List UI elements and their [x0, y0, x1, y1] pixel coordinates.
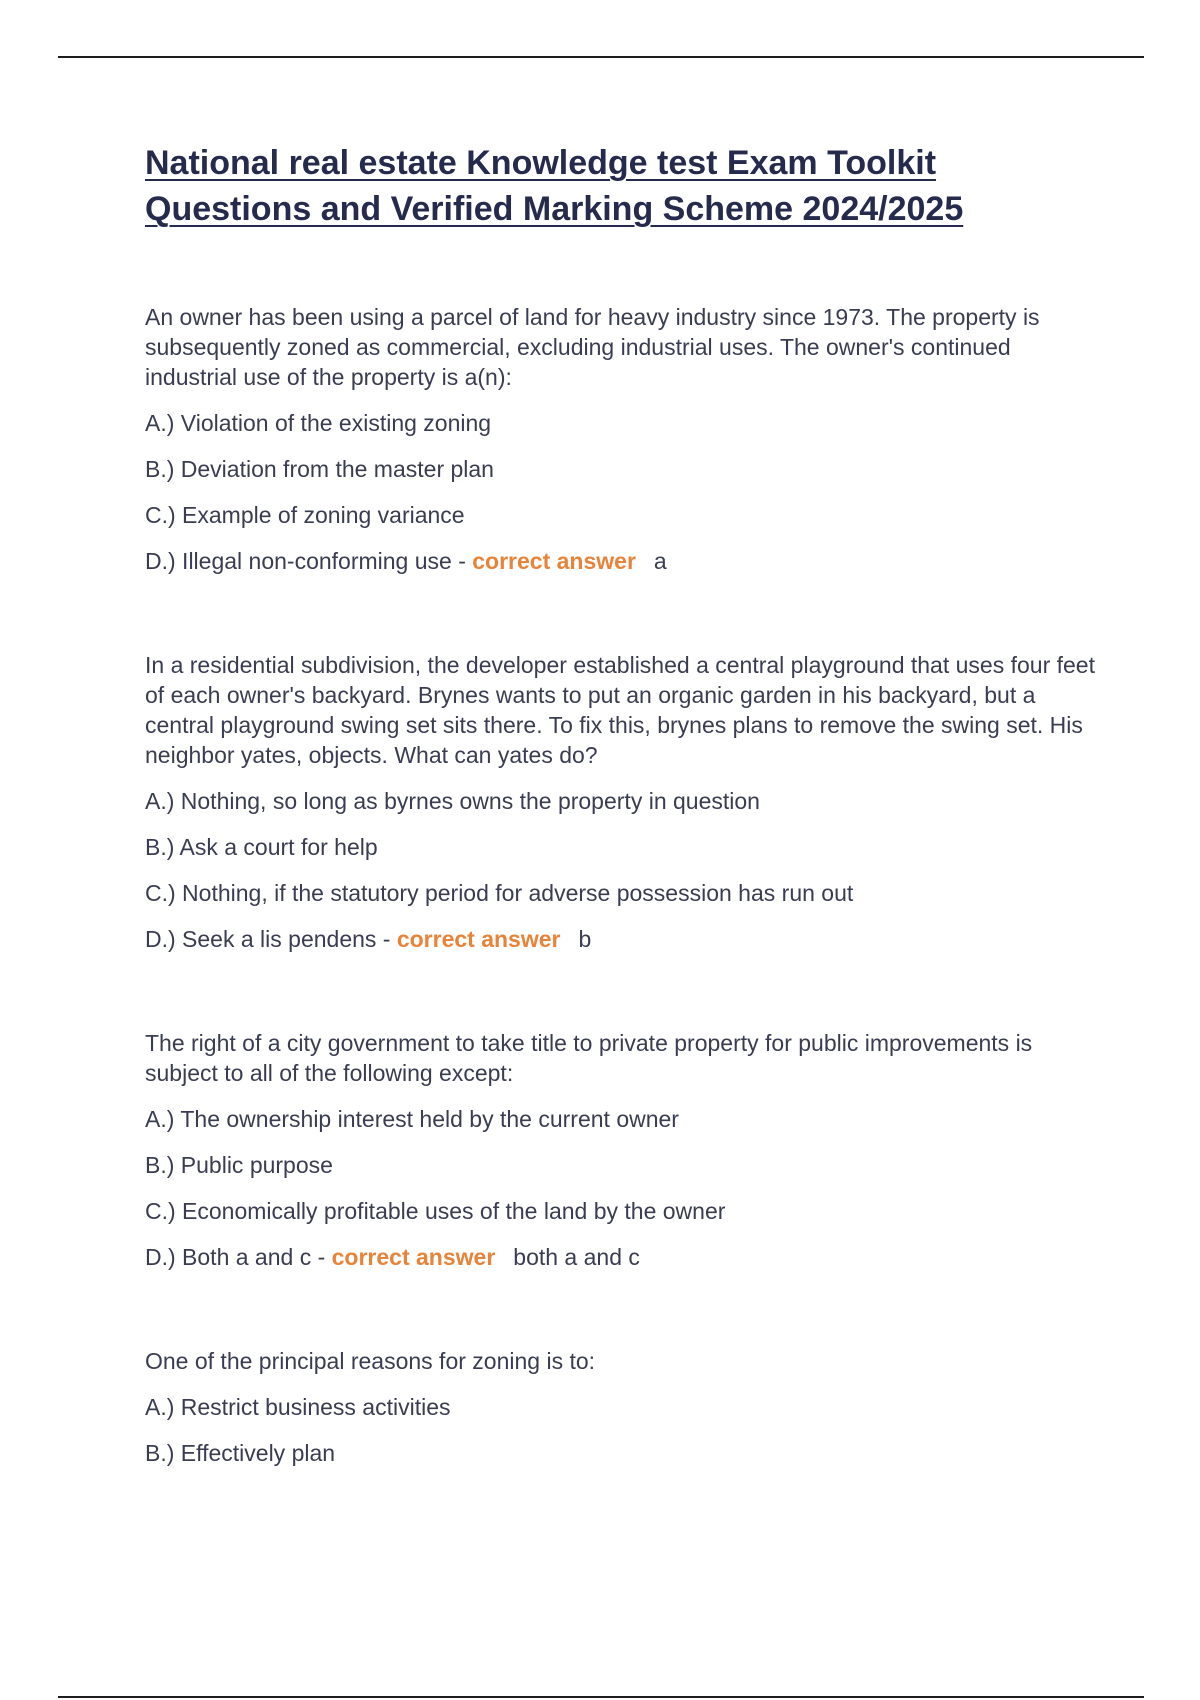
- top-rule: [58, 56, 1144, 58]
- option-a: A.) Restrict business activities: [145, 1394, 451, 1420]
- correct-answer-label: correct answer: [472, 548, 636, 574]
- document-title: [145, 140, 1105, 232]
- option-c: C.) Nothing, if the statutory period for adverse possession has run out: [145, 880, 854, 906]
- option-d: [145, 924, 1105, 970]
- option-a: A.) Nothing, so long as byrnes owns the property in question: [145, 788, 760, 814]
- answer-value: both a and c: [513, 1244, 640, 1270]
- correct-answer-label: correct answer: [396, 926, 561, 952]
- option-d-text: D.) Both a and c -: [145, 1244, 332, 1270]
- answer-value: b: [578, 926, 592, 952]
- option-d-text: D.) Illegal non-conforming use -: [145, 548, 473, 574]
- question-3: [145, 1028, 1105, 1288]
- document-title-line-2: Questions and Verified Marking Scheme 2024/2025: [145, 190, 964, 228]
- option-c: C.) Example of zoning variance: [145, 502, 465, 528]
- question-text: The right of a city government to take title to private property for public improvements is subject to all of the following except:: [145, 1030, 1033, 1086]
- option-b: B.) Effectively plan: [145, 1440, 336, 1466]
- question-2: [145, 650, 1105, 970]
- option-a: A.) The ownership interest held by the current owner: [145, 1106, 679, 1132]
- option-a: A.) Violation of the existing zoning: [145, 410, 492, 436]
- option-d-text: D.) Seek a lis pendens -: [145, 926, 397, 952]
- question-4: [145, 1346, 1105, 1484]
- option-b: B.) Deviation from the master plan: [145, 456, 494, 482]
- option-c: C.) Economically profitable uses of the land by the owner: [145, 1198, 726, 1224]
- option-b: B.) Ask a court for help: [145, 834, 378, 860]
- document-title-line-1: National real estate Knowledge test Exam Toolkit: [145, 144, 937, 182]
- correct-answer-label: correct answer: [331, 1244, 496, 1270]
- bottom-rule: [58, 1696, 1144, 1698]
- option-b: B.) Public purpose: [145, 1152, 333, 1178]
- question-1: [145, 302, 1105, 592]
- option-d: [145, 1242, 1105, 1288]
- question-text: An owner has been using a parcel of land for heavy industry since 1973. The property is subsequently zoned as commercial, excluding industrial uses. The owner's continued industrial use of the property is a(n):: [145, 304, 1040, 390]
- answer-value: a: [653, 548, 667, 574]
- question-text: One of the principal reasons for zoning is to:: [145, 1348, 596, 1374]
- question-text: In a residential subdivision, the developer established a central playground that uses four feet of each owner's backyard. Brynes wants to put an organic garden in his backyard, but a central playground swing set sits there. To fix this, brynes plans to remove the swing set. His neighbor yates, objects. What can yates do?: [145, 652, 1095, 768]
- document-body: [145, 140, 1105, 1542]
- option-d: [145, 546, 1105, 592]
